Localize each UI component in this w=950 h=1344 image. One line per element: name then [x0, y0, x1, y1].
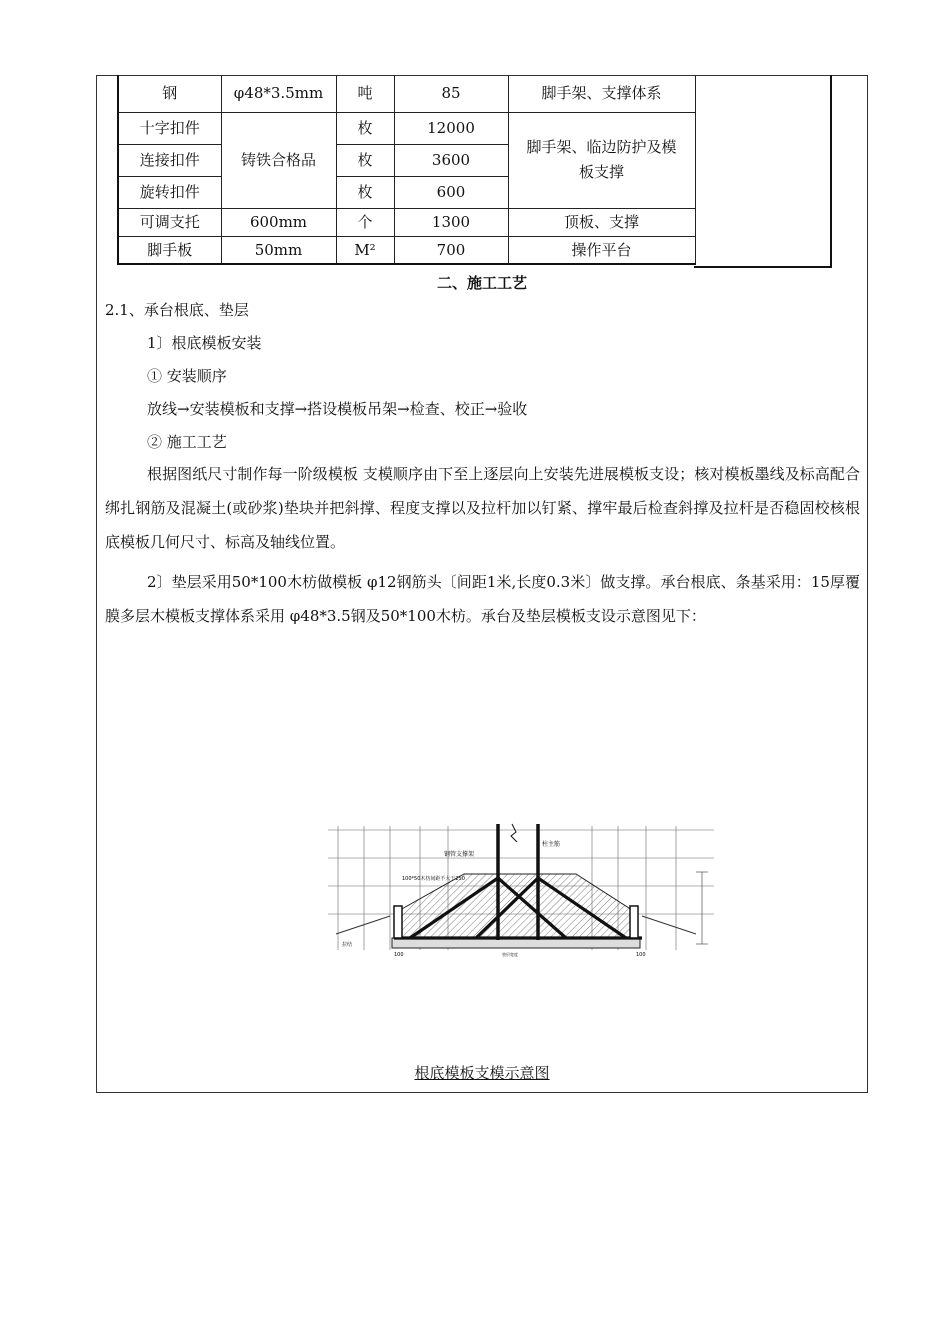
label-dim-left: 100: [394, 952, 404, 958]
item-1-heading: 1〕根底模板安装: [147, 334, 262, 352]
table-row: [118, 208, 695, 236]
material-name: 旋转扣件: [118, 176, 221, 208]
figure-caption: 根底模板支模示意图: [414, 1064, 550, 1082]
label-cushion-width: 垫层宽度: [502, 952, 518, 957]
table-row: [118, 112, 695, 144]
sub-heading-1: ① 安装顺序: [147, 367, 227, 385]
paragraph-cushion: 2〕垫层采用50*100木枋做模板 φ12钢筋头〔间距1米,长度0.3米〕做支撑。承台根底、条基采用：15厚覆膜多层木模板支撑体系采用 φ48*3.5钢及50*100木枋。承台及垫层模板支设示意图见下：: [105, 573, 860, 625]
pile-cap-body: [400, 874, 632, 938]
materials-table: [117, 75, 696, 265]
material-use: 操作平台: [508, 236, 695, 264]
table-row: [118, 75, 695, 112]
material-name: 十字扣件: [118, 112, 221, 144]
material-use: 脚手架、支撑体系: [508, 75, 695, 112]
label-column-bar: 柱主筋: [542, 841, 561, 848]
material-qty: 700: [394, 236, 508, 264]
material-unit: 枚: [336, 176, 394, 208]
foundation-formwork-diagram: [326, 822, 716, 962]
material-name: 连接扣件: [118, 144, 221, 176]
material-name: 可调支托: [118, 208, 221, 236]
label-dim-right: 100: [636, 952, 646, 958]
material-spec: φ48*3.5mm: [221, 75, 336, 112]
material-qty: 12000: [394, 112, 508, 144]
sub-heading-2: ② 施工工艺: [147, 433, 227, 451]
material-use: 顶板、支撑: [508, 208, 695, 236]
material-unit: 枚: [336, 112, 394, 144]
paragraph-process: 根据图纸尺寸制作每一阶级模板 支模顺序由下至上逐层向上安装先进展模板支设；核对模板墨线及标高配合绑扎钢筋及混凝土(或砂浆)垫块并把斜撑、程度支撑以及拉杆加以钉紧、撑牢最后检查斜撑及拉杆是否稳固校核根底模板几何尺寸、标高及轴线位置。: [105, 465, 860, 551]
material-unit: 吨: [336, 75, 394, 112]
heading-2-1: 2.1、承台根底、垫层: [105, 301, 249, 319]
material-name: 钢: [118, 75, 221, 112]
table-row: [118, 236, 695, 264]
material-spec: 铸铁合格品: [221, 112, 336, 208]
material-qty: 85: [394, 75, 508, 112]
material-qty: 600: [394, 176, 508, 208]
label-wood-batten: 100*50木枋间距不大于250: [402, 876, 465, 882]
material-use: 脚手架、临边防护及模板支撑: [508, 112, 695, 208]
section-title: 二、施工工艺: [436, 274, 527, 292]
material-name: 脚手板: [118, 236, 221, 264]
material-qty: 1300: [394, 208, 508, 236]
install-sequence: 放线→安装模板和支撑→搭设模板吊架→检查、校正→验收: [147, 400, 528, 418]
label-pipe-support: 钢管支撑架: [444, 851, 475, 858]
material-spec: 50mm: [221, 236, 336, 264]
label-stake: 拉结: [342, 942, 353, 948]
material-qty: 3600: [394, 144, 508, 176]
material-unit: M²: [336, 236, 394, 264]
material-unit: 枚: [336, 144, 394, 176]
material-spec: 600mm: [221, 208, 336, 236]
table-extra-column: [694, 75, 832, 268]
material-unit: 个: [336, 208, 394, 236]
